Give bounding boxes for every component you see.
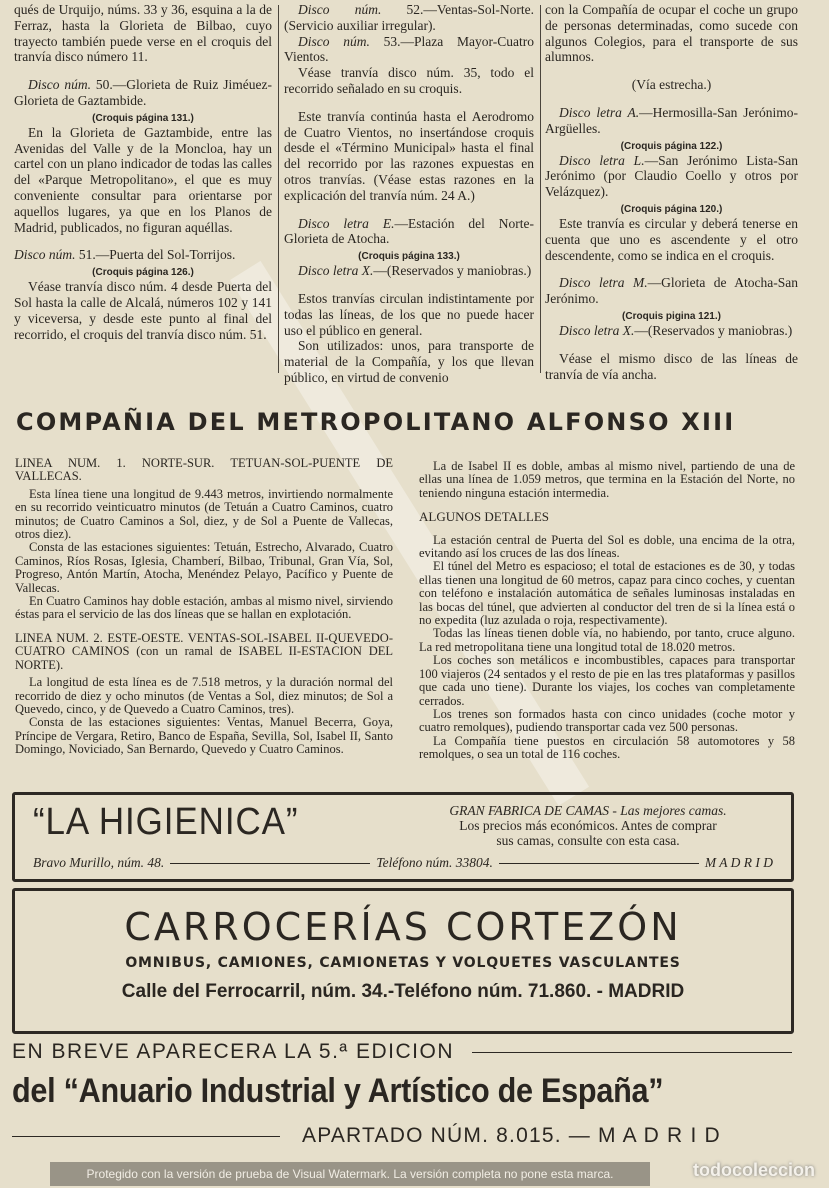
- paragraph: Esta línea tiene una longitud de 9.443 metros, invirtiendo normalmente en su recorrido veinticuatro minutos (de Tetuán a Cuatro Caminos, cuatro minutos; de Cuatro Caminos a Sol, diez, y de Sol a Puente de Vallecas, otros diez).: [15, 486, 393, 542]
- caption: (Croquis pigina 121.): [622, 310, 721, 322]
- paragraph: El túnel del Metro es espacioso; el total de estaciones es de 30, y todas ellas tienen una longitud de 60 metros, capaz para cinco coches, y cuentan con teléfono e instalación automática de señales luminosas instaladas en las bocas del túnel, que advierten al conductor del tren de si la línea está o no expedita (luz azulada o roja, respectivamente).: [419, 559, 795, 628]
- metro-left-column: [15, 457, 393, 757]
- lead: Disco letra E.: [298, 215, 395, 231]
- paragraph: [284, 34, 534, 66]
- line-heading: LINEA NUM. 2. ESTE-OESTE. VENTAS-SOL-ISABEL II-QUEVEDO-CUATRO CAMINOS (con un ramal de ISABEL II-ESTACION DEL NORTE).: [15, 630, 393, 672]
- text: 53.—Plaza Mayor-Cuatro Vientos.: [284, 33, 534, 65]
- lead: Disco letra L.: [559, 152, 645, 168]
- paragraph: La de Isabel II es doble, ambas al mismo nivel, partiendo de una de ellas una línea de 1.059 metros, que termina en la Estación del Norte, no teniendo ninguna estación intermedia.: [419, 459, 795, 500]
- divider: [12, 1136, 280, 1137]
- ad-footer: [33, 855, 773, 871]
- divider: [472, 1052, 792, 1053]
- section-heading: ALGUNOS DETALLES: [419, 509, 550, 525]
- ad-text: EN BREVE APARECERA LA 5.ª EDICION: [12, 1040, 455, 1063]
- paragraph: [545, 323, 798, 339]
- paragraph: Estos tranvías circulan indistintamente por todas las líneas, de los que no puede hacer uso el público en general.: [284, 290, 534, 338]
- lead: Disco núm.: [298, 2, 382, 17]
- lead: Disco núm.: [28, 77, 91, 93]
- metro-right-column: [419, 457, 795, 762]
- ad-line: Los precios más económicos. Antes de comprar: [459, 818, 717, 833]
- line-heading: LINEA NUM. 1. NORTE-SUR. TETUAN-SOL-PUENTE DE VALLECAS.: [15, 456, 393, 484]
- divider: [170, 863, 370, 864]
- ad-address: Bravo Murillo, núm. 48.: [33, 855, 165, 870]
- text: —(Reservados y maniobras.): [634, 322, 793, 338]
- ad-address: Calle del Ferrocarril, núm. 34.-Teléfono núm. 71.860. - MADRID: [121, 981, 685, 1002]
- column-divider: [540, 5, 541, 373]
- paragraph: Todas las líneas tienen doble vía, no habiendo, por tanto, cruce alguno. La red metropolitana tiene una longitud total de 18.020 metros.: [419, 626, 795, 654]
- ad-anuario-line1: [12, 1040, 792, 1064]
- paragraph: [284, 263, 534, 279]
- lead: Disco letra X.: [298, 263, 374, 279]
- paragraph: [545, 153, 798, 200]
- watermark-notice: Protegido con la versión de prueba de Visual Watermark. La versión completa no pone esta marca.: [50, 1162, 650, 1186]
- paragraph: [284, 2, 534, 34]
- column-divider: [278, 5, 279, 373]
- ad-anuario-title: del “Anuario Industrial y Artístico de España”: [12, 1072, 664, 1110]
- lead: Disco núm.: [298, 33, 370, 49]
- caption: (Croquis página 133.): [358, 251, 460, 263]
- paragraph: [545, 275, 798, 307]
- text: —Estación del Norte-Glorieta de Atocha.: [284, 215, 534, 247]
- paragraph: Este tranvía es circular y deberá tenerse en cuenta que uno es ascendente y el otro descendente, como se indica en el croquis.: [545, 215, 798, 263]
- paragraph: Véase el mismo disco de las líneas de tranvía de vía ancha.: [545, 350, 798, 382]
- ad-brand-name: “LA HIGIENICA”: [33, 801, 299, 843]
- paragraph: En Cuatro Caminos hay doble estación, ambas al mismo nivel, sirviendo éstas para el servicio de las dos líneas que se hallan en explotación.: [15, 594, 393, 622]
- paragraph: Este tranvía continúa hasta el Aerodromo de Cuatro Vientos, no insertándose croquis desde el «Término Municipal» hasta el final del recorrido por las razones expuestas en otros tranvías. (Véase estas razones en la explicación del tranvía núm. 24 A.): [284, 108, 534, 203]
- ad-text: APARTADO NÚM. 8.015. — M A D R I D: [302, 1124, 721, 1147]
- section-heading: (Vía estrecha.): [631, 77, 712, 93]
- column-1: [14, 2, 272, 342]
- ad-carrocerias-cortezon: [12, 888, 794, 1034]
- column-3: [545, 2, 798, 382]
- paragraph: qués de Urquijo, núms. 33 y 36, esquina a la de Ferraz, hasta la Glorieta de Bilbao, cuyo trayecto también puede verse en el croquis del tranvía disco número 11.: [14, 2, 272, 65]
- text: —San Jerónimo Lista-San Jerónimo (por Claudio Coello y otros por Velázquez).: [545, 152, 798, 200]
- ad-phone: Teléfono núm. 33804.: [376, 855, 493, 870]
- lead: Disco letra X.: [559, 322, 635, 338]
- ad-line: sus camas, consulte con esta casa.: [496, 833, 680, 848]
- ad-brand-name: CARROCERÍAS CORTEZÓN: [124, 905, 682, 949]
- paragraph: La Compañía tiene puestos en circulación 58 automotores y 58 remolques, o sea un total de 116 coches.: [419, 733, 795, 762]
- watermark-logo: todocoleccion: [692, 1160, 815, 1180]
- paragraph: [14, 247, 272, 263]
- divider: [499, 863, 699, 864]
- column-2: [284, 2, 534, 386]
- caption: (Croquis página 120.): [620, 203, 723, 215]
- paragraph: [545, 105, 798, 137]
- ad-line: GRAN FABRICA DE CAMAS - Las mejores camas.: [449, 803, 727, 818]
- paragraph: Los trenes son formados hasta con cinco unidades (coche motor y cuatro remolques), pudiendo transportar cada vez 500 personas.: [419, 706, 795, 735]
- lead: Disco letra A.: [559, 104, 640, 120]
- ad-subtitle: OMNIBUS, CAMIONES, CAMIONETAS Y VOLQUETES VASCULANTES: [125, 955, 681, 971]
- ad-city: M A D R I D: [704, 855, 774, 870]
- text: —(Reservados y maniobras.): [373, 263, 532, 279]
- paragraph: Los coches son metálicos e incombustibles, capaces para transportar 100 viajeros (24 sentados y el resto de pie en las tres plataformas y pasillos que cada uno tiene). Durante los viajes, los coches van completamente cerrados.: [419, 653, 795, 708]
- caption: (Croquis página 122.): [620, 140, 723, 152]
- text: 51.—Puerta del Sol-Torrijos.: [75, 247, 236, 263]
- paragraph: con la Compañía de ocupar el coche un grupo de personas determinadas, como sucede con algunos Colegios, para el transporte de sus alumnos.: [545, 2, 798, 65]
- ad-description: [403, 803, 773, 848]
- text: —Hermosilla-San Jerónimo-Argüelles.: [545, 104, 798, 136]
- section-title: COMPAÑIA DEL METROPOLITANO ALFONSO XIII: [16, 408, 736, 436]
- text: 52.—Ventas-Sol-Norte. (Servicio auxiliar irregular).: [284, 2, 535, 33]
- paragraph: Véase tranvía disco núm. 35, todo el recorrido señalado en su croquis.: [284, 65, 534, 96]
- ad-anuario-line3: [12, 1124, 792, 1148]
- paragraph: Consta de las estaciones siguientes: Tetuán, Estrecho, Alvarado, Cuatro Caminos, Ríos Rosas, Iglesia, Chamberí, Bilbao, Tribunal, Gran Vía, Sol, Progreso, Antón Martín, Atocha, Menéndez Pelayo, Pacífico y Puente de Vallecas.: [15, 540, 393, 595]
- paragraph: Véase tranvía disco núm. 4 desde Puerta del Sol hasta la calle de Alcalá, números 102 y 141 y viceversa, y desde este punto al final del recorrido, el croquis del tranvía disco núm. 51.: [14, 279, 272, 342]
- lead: Disco núm.: [14, 247, 76, 263]
- paragraph: [14, 77, 272, 109]
- lead: Disco letra M.: [559, 275, 648, 291]
- paragraph: Consta de las estaciones siguientes: Ventas, Manuel Becerra, Goya, Príncipe de Vergara, Retiro, Banco de España, Sevilla, Sol, Isabel II, Santo Domingo, Noviciado, San Bernardo, Quevedo y Cuatro Caminos.: [15, 715, 393, 757]
- paragraph: Son utilizados: unos, para transporte de material de la Compañía, y los que llevan público, en virtud de convenio: [284, 338, 534, 385]
- ad-la-higienica: [12, 792, 794, 882]
- text: 50.—Glorieta de Ruiz Jiméuez-Glorieta de Gaztambide.: [14, 77, 272, 108]
- paragraph: La longitud de esta línea es de 7.518 metros, y la duración normal del recorrido de diez y ocho minutos (de Ventas a Sol, diez minutos; de Sol a Quevedo, cinco, y de Quevedo a Cuatro Caminos, tres).: [15, 675, 393, 716]
- paragraph: La estación central de Puerta del Sol es doble, una encima de la otra, evitando así los cruces de las dos líneas.: [419, 532, 795, 561]
- paragraph: En la Glorieta de Gaztambide, entre las Avenidas del Valle y de la Moncloa, hay un cartel con un plano indicador de todas las calles del «Parque Metropolitano», el que es muy conveniente consultar para orientarse por aquellos lugares, ya que en los Planos de Madrid, publicados, no figuran aquéllas.: [14, 124, 272, 235]
- caption: (Croquis página 126.): [92, 267, 194, 279]
- paragraph: [284, 216, 534, 248]
- caption: (Croquis página 131.): [92, 112, 194, 124]
- text: —Glorieta de Atocha-San Jerónimo.: [545, 275, 798, 307]
